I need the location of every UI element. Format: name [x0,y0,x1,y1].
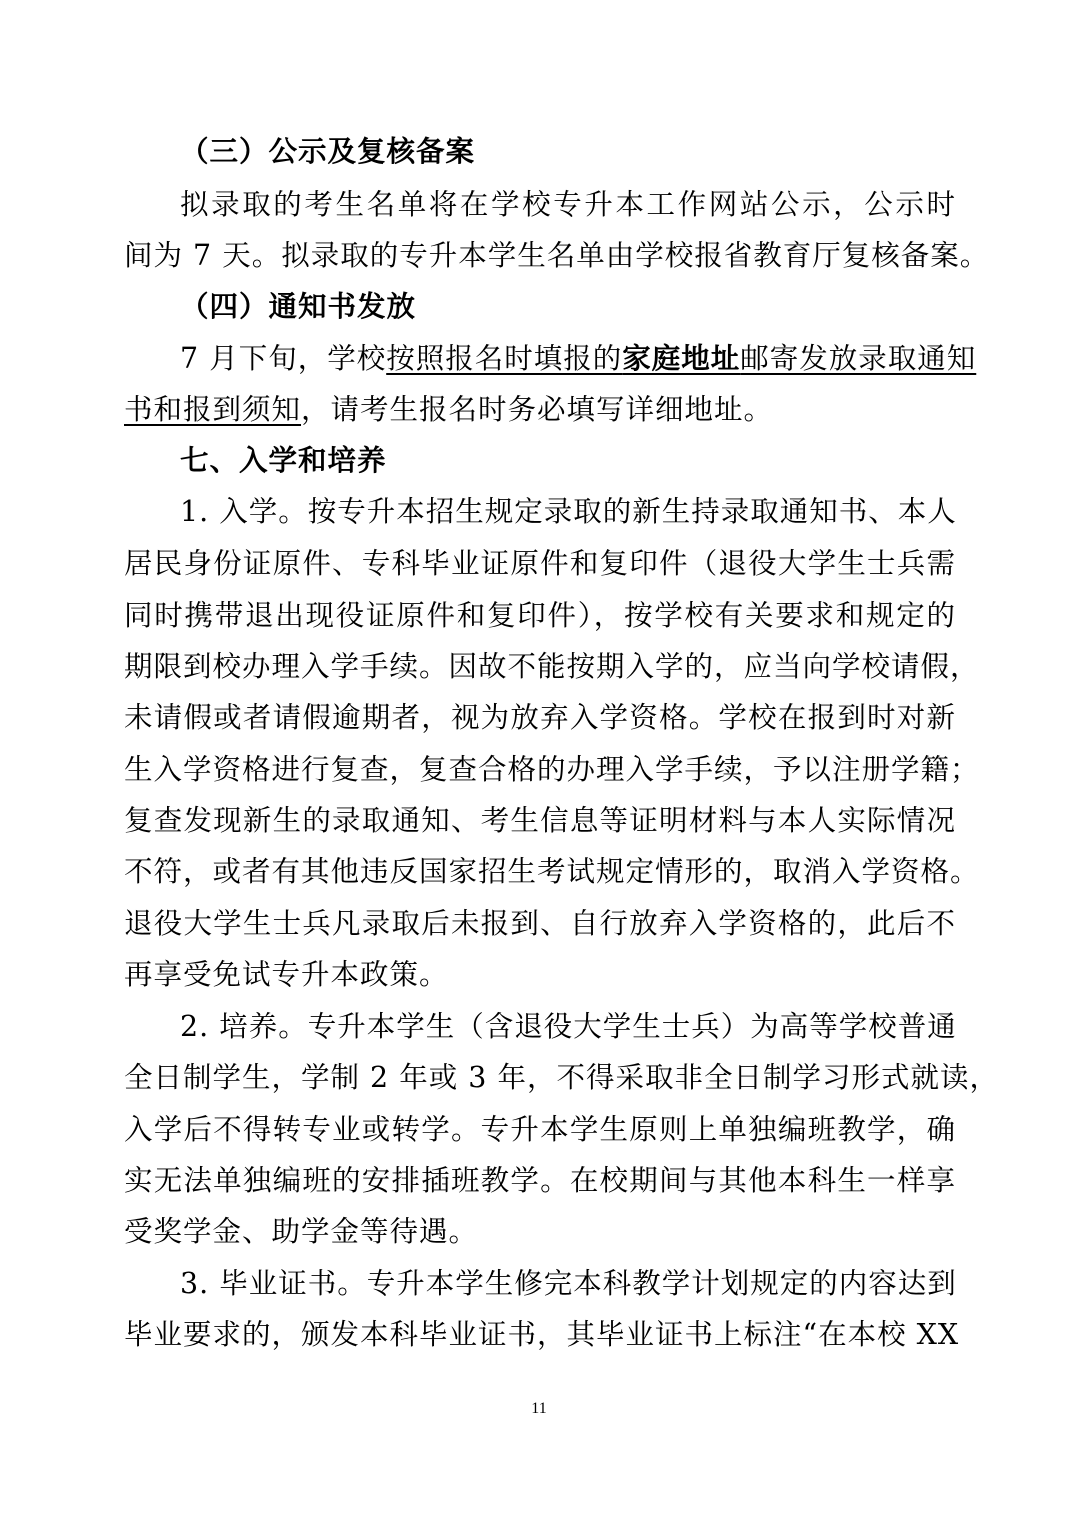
section-heading-3: （三）公示及复核备案 [180,135,476,168]
paragraph-line: 期限到校办理入学手续。因故不能按期入学的，应当向学校请假， [124,650,980,683]
paragraph-line: 未请假或者请假逾期者，视为放弃入学资格。学校在报到时对新 [124,701,956,734]
underlined-bold-text: 家庭地址 [622,342,741,375]
underlined-text: 书和报到须知 [124,393,302,426]
paragraph-line: 拟录取的考生名单将在学校专升本工作网站公示，公示时 [180,188,956,221]
paragraph-line: 间为 7 天。拟录取的专升本学生名单由学校报省教育厅复核备案。 [124,239,990,272]
underlined-text: 按照报名时填报的 [386,342,623,375]
paragraph-line: 再享受免试专升本政策。 [124,958,449,991]
paragraph-line-notice [124,390,956,430]
paragraph-line: 实无法单独编班的安排插班教学。在校期间与其他本科生一样享 [124,1164,956,1197]
text-segment: 7 月下旬，学校 [180,342,387,375]
section-heading-7: 七、入学和培养 [180,444,387,477]
paragraph-line: 复查发现新生的录取通知、考生信息等证明材料与本人实际情况 [124,804,956,837]
paragraph-line: 1. 入学。按专升本招生规定录取的新生持录取通知书、本人 [180,495,957,528]
page-number: 11 [531,1400,547,1417]
paragraph-line: 全日制学生，学制 2 年或 3 年，不得采取非全日制学习形式就读， [124,1061,1000,1094]
paragraph-line: 入学后不得转专业或转学。专升本学生原则上单独编班教学，确 [124,1113,956,1146]
paragraph-line: 居民身份证原件、专科毕业证原件和复印件（退役大学生士兵需 [124,547,956,580]
paragraph-line: 3. 毕业证书。专升本学生修完本科教学计划规定的内容达到 [180,1267,957,1300]
paragraph-line: 生入学资格进行复查，复查合格的办理入学手续，予以注册学籍； [124,753,980,786]
paragraph-line: 2. 培养。专升本学生（含退役大学生士兵）为高等学校普通 [180,1010,957,1043]
paragraph-line: 受奖学金、助学金等待遇。 [124,1215,479,1248]
paragraph-line: 退役大学生士兵凡录取后未报到、自行放弃入学资格的，此后不 [124,907,956,940]
paragraph-line: 同时携带退出现役证原件和复印件），按学校有关要求和规定的 [124,599,956,632]
paragraph-line: 不符，或者有其他违反国家招生考试规定情形的，取消入学资格。 [124,855,980,888]
paragraph-line: 毕业要求的，颁发本科毕业证书，其毕业证书上标注“在本校 XX [124,1318,960,1351]
section-heading-4: （四）通知书发放 [180,290,417,323]
paragraph-line-notice [180,339,977,379]
text-segment: ，请考生报名时务必填写详细地址。 [301,393,774,426]
underlined-text: 邮寄发放录取通知 [740,342,977,375]
